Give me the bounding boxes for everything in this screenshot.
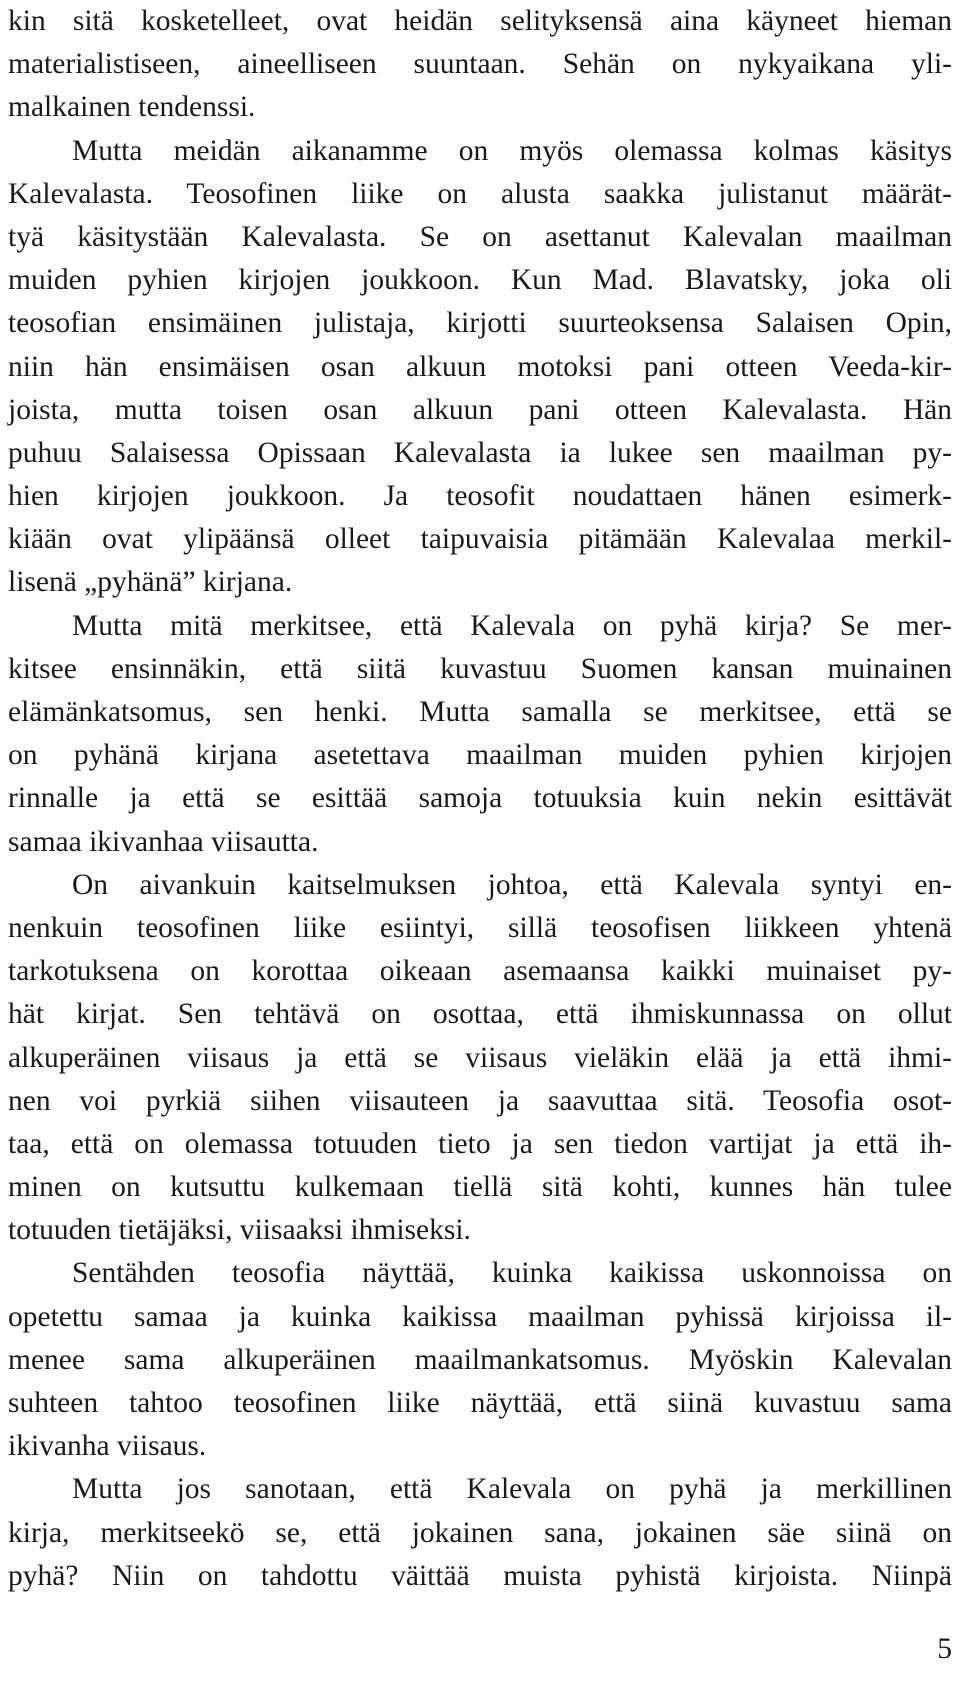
text-line: niin hän ensimäisen osan alkuun motoksi pani otteen Veeda-kir- — [8, 350, 952, 383]
text-line: teosofian ensimäinen julistaja, kirjotti suurteoksensa Salaisen Opin, — [8, 307, 952, 340]
text-line: Mutta jos sanotaan, että Kalevala on pyhä ja merkillinen — [72, 1473, 952, 1506]
paragraph — [8, 0, 952, 130]
text-line: on pyhänä kirjana asetettava maailman muiden pyhien kirjojen — [8, 739, 952, 772]
text-line: muiden pyhien kirjojen joukkoon. Kun Mad. Blavatsky, joka oli — [8, 264, 952, 297]
text-line: rinnalle ja että se esittää samoja totuuksia kuin nekin esittävät — [8, 782, 952, 815]
text-line: lisenä „pyhänä” kirjana. — [8, 566, 293, 599]
text-line: kiään ovat ylipäänsä olleet taipuvaisia pitämään Kalevalaa merkil- — [8, 523, 952, 556]
text-line: kin sitä kosketelleet, ovat heidän selityksensä aina käyneet hieman — [8, 5, 952, 37]
text-line: totuuden tietäjäksi, viisaaksi ihmiseksi. — [8, 1214, 471, 1247]
text-line: taa, että on olemassa totuuden tieto ja sen tiedon vartijat ja että ih- — [8, 1127, 952, 1160]
text-line: kitsee ensinnäkin, että siitä kuvastuu Suomen kansan muinainen — [8, 652, 952, 685]
text-line: ikivanha viisaus. — [8, 1430, 207, 1463]
paragraph — [8, 1252, 952, 1468]
text-line: elämänkatsomus, sen henki. Mutta samalla se merkitsee, että se — [8, 696, 952, 728]
text-line: tarkotuksena on korottaa oikeaan asemaansa kaikki muinaiset py- — [8, 955, 952, 988]
text-line: opetettu samaa ja kuinka kaikissa maailman pyhissä kirjoissa il- — [8, 1300, 952, 1333]
paragraph — [8, 1468, 952, 1598]
text-line: hät kirjat. Sen tehtävä on osottaa, että ihmiskunnassa on ollut — [8, 998, 952, 1031]
text-line: materialistiseen, aineelliseen suuntaan. Sehän on nykyaikana yli- — [8, 48, 952, 81]
paragraph — [8, 130, 952, 605]
page-number: 5 — [937, 1633, 952, 1665]
text-line: Kalevalasta. Teosofinen liike on alusta saakka julistanut määrät- — [8, 177, 952, 210]
text-line: kirja, merkitseekö se, että jokainen sana, jokainen säe siinä on — [8, 1516, 952, 1549]
text-line: hien kirjojen joukkoon. Ja teosofit noudattaen hänen esimerk- — [8, 480, 952, 513]
text-line: Mutta meidän aikanamme on myös olemassa kolmas käsitys — [72, 134, 952, 167]
document-body — [8, 0, 952, 1598]
text-line: alkuperäinen viisaus ja että se viisaus vieläkin elää ja että ihmi- — [8, 1041, 952, 1074]
text-line: nen voi pyrkiä siihen viisauteen ja saavuttaa sitä. Teosofia osot- — [8, 1084, 952, 1117]
paragraph — [8, 864, 952, 1253]
text-line: On aivankuin kaitselmuksen johtoa, että Kalevala syntyi en- — [72, 868, 952, 901]
paragraph — [8, 605, 952, 864]
text-line: malkainen tendenssi. — [8, 91, 256, 124]
text-line: tyä käsitystään Kalevalasta. Se on asettanut Kalevalan maailman — [8, 220, 952, 253]
text-line: joista, mutta toisen osan alkuun pani otteen Kalevalasta. Hän — [8, 393, 952, 426]
text-line: pyhä? Niin on tahdottu väittää muista pyhistä kirjoista. Niinpä — [8, 1559, 952, 1592]
text-line: Sentähden teosofia näyttää, kuinka kaikissa uskonnoissa on — [72, 1257, 952, 1290]
text-line: minen on kutsuttu kulkemaan tiellä sitä kohti, kunnes hän tulee — [8, 1171, 952, 1204]
text-line: puhuu Salaisessa Opissaan Kalevalasta ia lukee sen maailman py- — [8, 436, 952, 469]
text-line: nenkuin teosofinen liike esiintyi, sillä teosofisen liikkeen yhtenä — [8, 911, 952, 944]
text-line: Mutta mitä merkitsee, että Kalevala on pyhä kirja? Se mer- — [72, 609, 952, 642]
text-line: samaa ikivanhaa viisautta. — [8, 825, 319, 858]
text-line: suhteen tahtoo teosofinen liike näyttää, että siinä kuvastuu sama — [8, 1387, 952, 1419]
text-line: menee sama alkuperäinen maailmankatsomus. Myöskin Kalevalan — [8, 1343, 952, 1376]
